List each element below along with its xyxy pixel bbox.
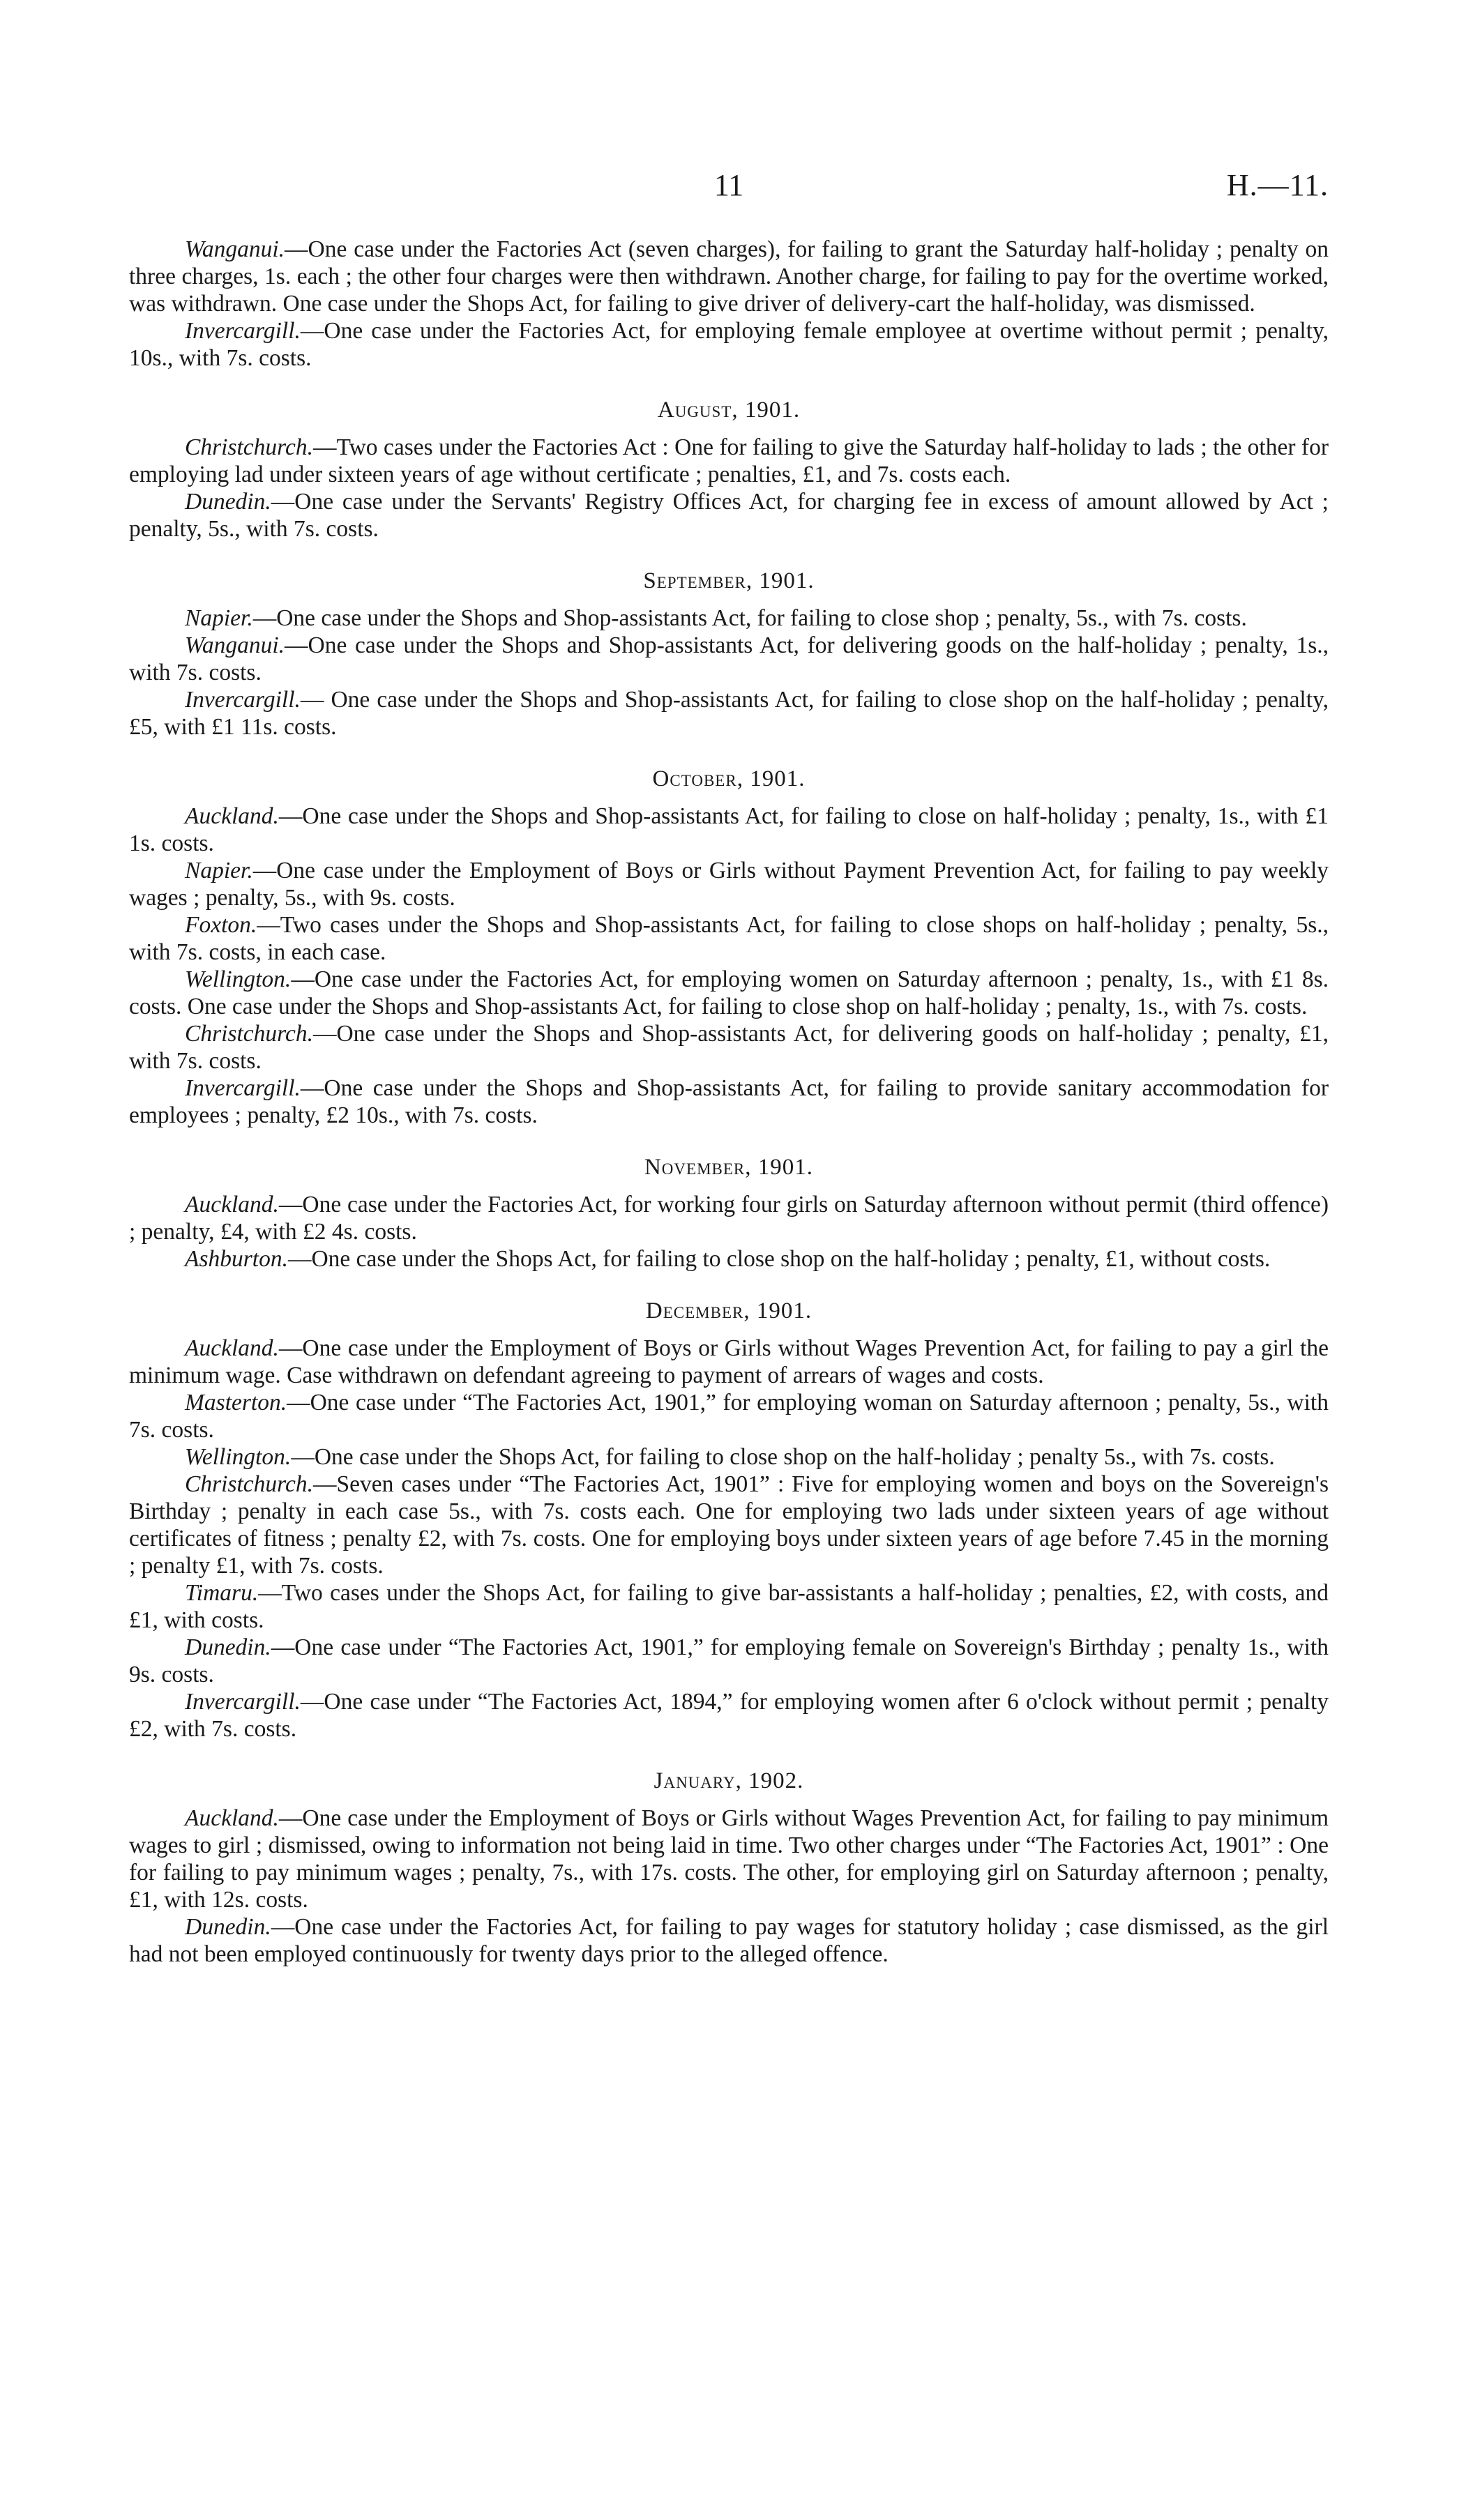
entry-place: Invercargill. [185, 1075, 301, 1101]
case-entry [129, 434, 1329, 488]
entry-text: —One case under the Factories Act, for failing to pay wages for statutory holiday ; case dismissed, as the girl had not been employed continuously for twenty days prior to the alleged offence. [129, 1914, 1329, 1967]
case-entry [129, 1443, 1329, 1471]
case-entry [129, 1579, 1329, 1634]
entry-place: Auckland. [185, 1805, 279, 1831]
entry-text: —One case under the Shops and Shop-assistants Act, for failing to provide sanitary accommodation for employees ; penalty, £2 10s., with 7s. costs. [129, 1075, 1329, 1128]
case-entry [129, 488, 1329, 542]
entry-text: —Seven cases under “The Factories Act, 1901” : Five for employing women and boys on the Sovereign's Birthday ; penalty in each case 5s., with 7s. costs each. One for employing two lads under sixteen years of age without certificates of fitness ; penalty £2, with 7s. costs. One for employing boys under sixteen years of age before 7.45 in the morning ; penalty £1, with 7s. costs. [129, 1471, 1329, 1579]
document-reference: H.—11. [1226, 168, 1329, 202]
case-entry [129, 1075, 1329, 1129]
entry-place: Dunedin. [185, 1634, 271, 1660]
entry-place: Wellington. [185, 1444, 292, 1470]
entry-text: —One case under the Employment of Boys or Girls without Payment Prevention Act, for failing to pay weekly wages ; penalty, 5s., with 9s. costs. [129, 858, 1329, 911]
entry-place: Masterton. [185, 1390, 287, 1415]
month-heading: October, 1901. [652, 766, 806, 791]
entry-place: Wanganui. [185, 632, 285, 658]
page-header [129, 167, 1329, 209]
entry-place: Dunedin. [185, 1914, 271, 1940]
entry-place: Invercargill. [185, 687, 301, 713]
entry-text: —Two cases under the Shops Act, for failing to give bar-assistants a half-holiday ; penalties, £2, with costs, and £1, with costs. [129, 1580, 1329, 1633]
entry-place: Ashburton. [185, 1246, 288, 1272]
month-section [129, 568, 1329, 741]
entry-text: —One case under the Factories Act (seven charges), for failing to grant the Saturday half-holiday ; penalty on three charges, 1s. each ; the other four charges were then withdrawn. Another charge, for failing to pay for the overtime worked, was withdrawn. One case under the Shops Act, for failing to give driver of delivery-cart the half-holiday, was dismissed. [129, 236, 1329, 317]
entry-text: —One case under the Factories Act, for employing women on Saturday afternoon ; penalty, 1s., with £1 8s. costs. One case under the Shops and Shop-assistants Act, for failing to close shop on half-holiday ; penalty, 1s., with 7s. costs. [129, 966, 1329, 1019]
entry-text: —One case under the Shops Act, for failing to close shop on the half-holiday ; penalty, £1, without costs. [287, 1246, 1271, 1272]
case-entry [129, 1913, 1329, 1968]
entry-text: —One case under “The Factories Act, 1901,” for employing female on Sovereign's Birthday ; penalty 1s., with 9s. costs. [129, 1634, 1329, 1687]
entry-place: Napier. [185, 858, 253, 883]
case-entry [129, 1805, 1329, 1913]
entry-text: —One case under the Factories Act, for employing female employee at overtime without permit ; penalty, 10s., with 7s. costs. [129, 318, 1329, 371]
entry-place: Timaru. [185, 1580, 259, 1606]
entry-place: Christchurch. [185, 1471, 313, 1497]
case-entry [129, 1191, 1329, 1245]
month-heading: November, 1901. [644, 1155, 814, 1180]
entry-text: —One case under the Shops and Shop-assistants Act, for failing to close shop ; penalty, 5s., with 7s. costs. [252, 605, 1247, 631]
case-entry [129, 803, 1329, 857]
entry-text: —One case under the Servants' Registry Offices Act, for charging fee in excess of amount allowed by Act ; penalty, 5s., with 7s. costs. [129, 489, 1329, 542]
entry-text: — One case under the Shops and Shop-assistants Act, for failing to close shop on the half-holiday ; penalty, £5, with £1 11s. costs. [129, 687, 1329, 740]
entry-place: Auckland. [185, 1335, 279, 1361]
entry-text: —One case under the Employment of Boys or Girls without Wages Prevention Act, for failing to pay minimum wages to girl ; dismissed, owing to information not being laid in time. Two other charges under “The Factories Act, 1901” : One for failing to pay minimum wages ; penalty, 7s., with 17s. costs. The other, for employing girl on Saturday afternoon ; penalty, £1, with 12s. costs. [129, 1805, 1329, 1913]
entry-text: —One case under the Shops and Shop-assistants Act, for delivering goods on half-holiday ; penalty, £1, with 7s. costs. [129, 1021, 1329, 1074]
entry-text: —One case under the Shops Act, for failing to close shop on the half-holiday ; penalty 5s., with 7s. costs. [291, 1444, 1275, 1470]
month-section [129, 236, 1329, 372]
entry-place: Auckland. [185, 803, 279, 829]
entry-text: —One case under the Employment of Boys or Girls without Wages Prevention Act, for failing to pay a girl the minimum wage. Case withdrawn on defendant agreeing to payment of arrears of wages and costs. [129, 1335, 1329, 1388]
entry-place: Auckland. [185, 1192, 279, 1217]
report-body [129, 236, 1329, 1968]
page-number: 11 [713, 168, 744, 202]
month-heading: January, 1902. [653, 1768, 804, 1793]
entry-place: Dunedin. [185, 489, 271, 515]
case-entry [129, 1020, 1329, 1075]
entry-place: Christchurch. [185, 434, 313, 460]
entry-text: —One case under the Factories Act, for working four girls on Saturday afternoon without permit (third offence) ; penalty, £4, with £2 4s. costs. [129, 1192, 1329, 1245]
case-entry [129, 857, 1329, 911]
entry-place: Christchurch. [185, 1021, 313, 1047]
case-entry [129, 1335, 1329, 1389]
case-entry [129, 686, 1329, 741]
case-entry [129, 966, 1329, 1020]
entry-place: Wellington. [185, 966, 292, 992]
month-section [129, 1298, 1329, 1743]
case-entry [129, 317, 1329, 372]
entry-place: Invercargill. [185, 318, 301, 344]
month-section [129, 1768, 1329, 1968]
entry-place: Wanganui. [185, 236, 285, 262]
entry-text: —Two cases under the Shops and Shop-assistants Act, for failing to close shops on half-holiday ; penalty, 5s., with 7s. costs, in each case. [129, 912, 1329, 965]
case-entry [129, 1389, 1329, 1443]
month-section [129, 766, 1329, 1129]
entry-place: Foxton. [185, 912, 257, 938]
month-heading: August, 1901. [657, 397, 801, 423]
month-section [129, 1154, 1329, 1273]
case-entry [129, 1634, 1329, 1688]
case-entry [129, 911, 1329, 966]
entry-text: —One case under the Shops and Shop-assistants Act, for delivering goods on the half-holiday ; penalty, 1s., with 7s. costs. [129, 632, 1329, 685]
entry-text: —One case under the Shops and Shop-assistants Act, for failing to close on half-holiday ; penalty, 1s., with £1 1s. costs. [129, 803, 1329, 856]
case-entry [129, 1471, 1329, 1579]
entry-place: Napier. [185, 605, 253, 631]
case-entry [129, 236, 1329, 317]
case-entry [129, 632, 1329, 686]
entry-text: —One case under “The Factories Act, 1894,” for employing women after 6 o'clock without permit ; penalty £2, with 7s. costs. [129, 1689, 1329, 1742]
month-heading: December, 1901. [645, 1298, 813, 1323]
entry-text: —One case under “The Factories Act, 1901,” for employing woman on Saturday afternoon ; penalty, 5s., with 7s. costs. [129, 1390, 1329, 1443]
month-heading: September, 1901. [643, 568, 815, 593]
case-entry [129, 1688, 1329, 1743]
entry-place: Invercargill. [185, 1689, 301, 1715]
month-section [129, 397, 1329, 542]
entry-text: —Two cases under the Factories Act : One for failing to give the Saturday half-holiday to lads ; the other for employing lad under sixteen years of age without certificate ; penalties, £1, and 7s. costs each. [129, 434, 1329, 487]
case-entry [129, 1245, 1329, 1273]
case-entry [129, 605, 1329, 632]
